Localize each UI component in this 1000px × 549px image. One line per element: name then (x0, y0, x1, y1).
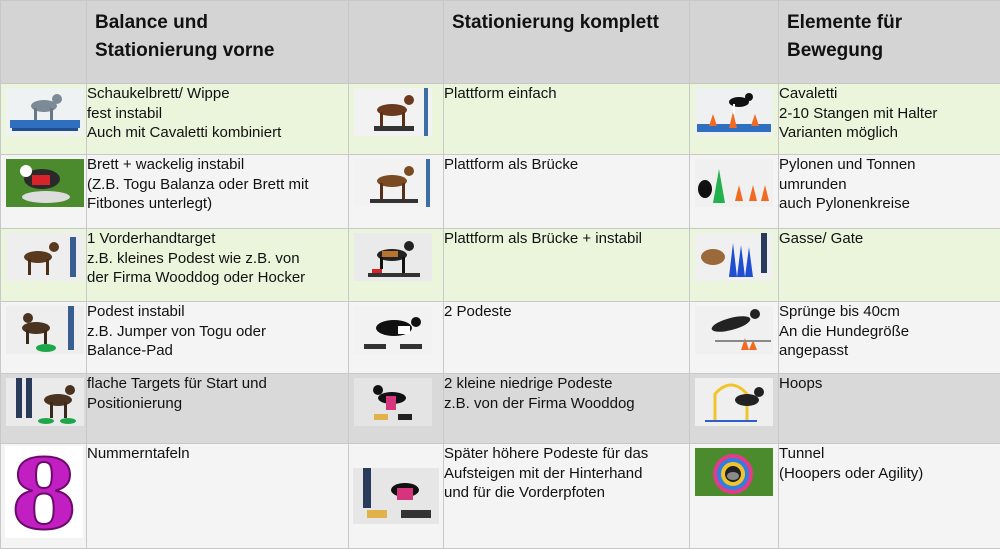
table-row (1, 444, 1000, 549)
list-item: Tunnel (Hoopers oder Agility) (779, 444, 1000, 549)
table-row (1, 302, 1000, 374)
list-item: Podest instabil z.B. Jumper von Togu oder Balance-Pad (87, 302, 349, 374)
dog-on-wobble-board-photo (6, 159, 84, 207)
list-item: Sprünge bis 40cm An die Hundegröße angepasst (779, 302, 1000, 374)
table-row (1, 374, 1000, 444)
header-cell-empty (349, 1, 444, 84)
dog-on-low-platforms-photo (354, 378, 432, 426)
list-item: Plattform als Brücke + instabil (444, 229, 690, 302)
list-item: 1 Vorderhandtarget z.B. kleines Podest wie z.B. von der Firma Wooddog oder Hocker (87, 229, 349, 302)
list-item: Plattform einfach (444, 84, 690, 155)
list-item: Später höhere Podeste für das Aufsteigen mit der Hinterhand und für die Vorderpfoten (444, 444, 690, 549)
table-row (1, 229, 1000, 302)
header-cell-empty (690, 1, 779, 84)
cavaletti-poles-photo (695, 88, 773, 136)
dog-through-hoop-photo (695, 378, 773, 426)
dog-jumping-photo (695, 306, 773, 354)
number-eight-sign (5, 446, 83, 538)
dog-gate-cones-photo (695, 233, 773, 281)
header-balance: Balance und Stationierung vorne (87, 1, 349, 84)
header-stationierung: Stationierung komplett (444, 1, 690, 84)
cones-and-barrels-photo (695, 159, 773, 207)
list-item: flache Targets für Start und Positionierung (87, 374, 349, 444)
list-item: Pylonen und Tonnen umrunden auch Pylonenkreise (779, 155, 1000, 229)
table-row (1, 84, 1000, 155)
dog-on-seesaw-photo (6, 88, 84, 136)
list-item: Nummerntafeln (87, 444, 349, 549)
list-item: Cavaletti 2-10 Stangen mit Halter Varianten möglich (779, 84, 1000, 155)
dog-on-platform-bridge-photo (354, 159, 432, 207)
list-item: Hoops (779, 374, 1000, 444)
list-item: Gasse/ Gate (779, 229, 1000, 302)
svg-text:8: 8 (11, 446, 78, 538)
list-item: Brett + wackelig instabil (Z.B. Togu Balanza oder Brett mit Fitbones unterlegt) (87, 155, 349, 229)
dog-on-flat-targets-photo (6, 378, 84, 426)
dog-on-platform-photo (354, 88, 432, 136)
dog-on-two-platforms-photo (354, 306, 432, 354)
list-item: 2 Podeste (444, 302, 690, 374)
list-item: Schaukelbrett/ Wippe fest instabil Auch mit Cavaletti kombiniert (87, 84, 349, 155)
dog-in-tunnel-photo (695, 448, 773, 496)
dog-front-target-photo (6, 233, 84, 281)
dog-on-unstable-bridge-photo (354, 233, 432, 281)
header-cell-empty (1, 1, 87, 84)
header-bewegung: Elemente für Bewegung (779, 1, 1000, 84)
list-item: 2 kleine niedrige Podeste z.B. von der Firma Wooddog (444, 374, 690, 444)
dog-on-balance-pad-photo (6, 306, 84, 354)
list-item: Plattform als Brücke (444, 155, 690, 229)
dog-on-high-platforms-photo (353, 468, 439, 524)
header-row (1, 1, 1000, 84)
table-row (1, 155, 1000, 229)
